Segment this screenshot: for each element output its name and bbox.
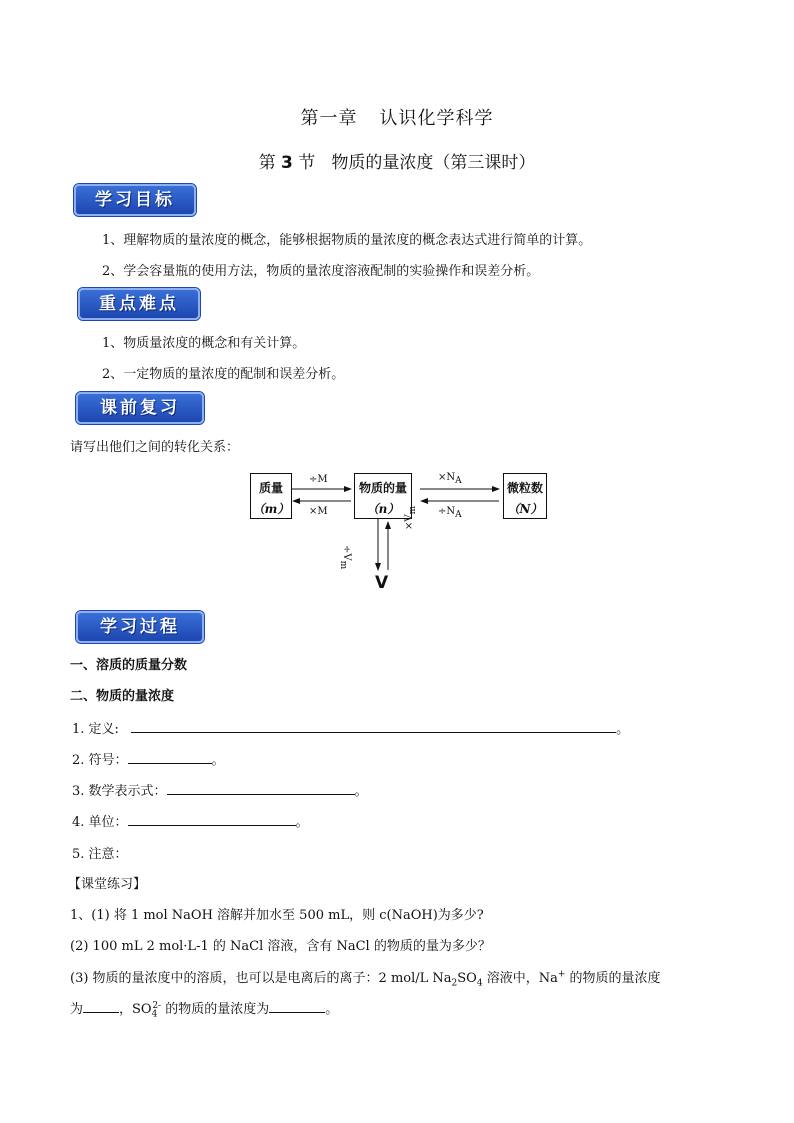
q3-text-b: 溶液中，Na [482, 971, 558, 986]
section-number: 3 [280, 153, 293, 173]
q3-text-g: 。 [325, 1002, 339, 1017]
op-multiply-m: ×M [309, 506, 328, 517]
unit-label: 4. 单位： [72, 815, 128, 830]
amount-symbol: （n） [366, 502, 400, 516]
question-3-line-2 [70, 998, 338, 1020]
na-concentration-blank[interactable] [83, 999, 119, 1013]
section-name: 物质的量浓度（第三课时） [331, 153, 536, 173]
symbol-label: 2. 符号： [72, 753, 128, 768]
q3-2minus: 2- [152, 1000, 162, 1011]
q3-text-d: 为 [70, 1002, 84, 1017]
chapter-name: 认识化学科学 [379, 108, 494, 129]
symbol-period: 。 [211, 753, 225, 768]
particle-label: 微粒数 [506, 481, 543, 495]
unit-period: 。 [295, 815, 309, 830]
op-multiply-na [438, 472, 462, 486]
volume-label: V [375, 573, 389, 593]
op-multiply-vm [404, 506, 418, 530]
key-points-badge: 重点难点 [78, 288, 200, 320]
symbol-row [72, 749, 225, 768]
question-2: (2) 100 mL 2 mol·L-1 的 NaCl 溶液，含有 NaCl 的物质的量为多少？ [70, 939, 491, 954]
symbol-blank[interactable] [128, 750, 212, 764]
definition-label: 1. 定义: [72, 722, 119, 737]
op-divide-vm-sub: m [338, 560, 348, 570]
note-label: 5. 注意： [72, 847, 128, 862]
key-point-1: 1、物质量浓度的概念和有关计算。 [102, 336, 306, 351]
expression-blank[interactable] [167, 781, 355, 795]
amount-label: 物质的量 [358, 481, 407, 495]
chapter-number: 第一章 [300, 108, 358, 129]
op-multiply-na-sub: A [455, 476, 462, 486]
definition-period: 。 [616, 722, 630, 737]
goal-item-1: 1、理解物质的量浓度的概念，能够根据物质的量浓度的概念表达式进行简单的计算。 [102, 233, 592, 248]
expression-label: 3. 数学表示式： [72, 784, 167, 799]
q3-sub-2: 2 [451, 978, 458, 989]
q3-text-c: 的物质的量浓度 [565, 971, 661, 986]
review-badge: 课前复习 [76, 392, 204, 424]
op-multiply-vm-text: ×V [404, 514, 415, 530]
unit-row [72, 811, 309, 830]
so4-concentration-blank[interactable] [269, 999, 325, 1013]
section-suffix: 节 [298, 153, 316, 173]
practice-title: 【课堂练习】 [68, 877, 147, 892]
op-divide-vm [338, 545, 352, 569]
question-1: 1、(1) 将 1 mol NaOH 溶解并加水至 500 mL，则 c(NaOH)为多少? [70, 908, 484, 923]
unit-blank[interactable] [128, 812, 296, 826]
mass-symbol: （m） [252, 502, 290, 516]
question-3-line-1 [70, 967, 661, 989]
heading-molar-concentration: 二、物质的量浓度 [70, 689, 175, 704]
q3-text-a: (3) 物质的量浓度中的溶质，也可以是电离后的离子：2 mol/L Na [70, 971, 452, 986]
heading-mass-fraction: 一、溶质的质量分数 [70, 658, 188, 673]
process-badge: 学习过程 [76, 611, 204, 643]
op-multiply-na-text: ×N [438, 472, 456, 483]
expression-row [72, 780, 368, 799]
definition-blank[interactable] [131, 719, 616, 733]
goals-badge: 学习目标 [74, 184, 196, 216]
q3-text-f: 的物质的量浓度为 [161, 1002, 270, 1017]
op-divide-vm-text: ÷V [341, 545, 352, 561]
op-divide-m: ÷M [309, 474, 328, 485]
particle-symbol: （N） [507, 502, 543, 516]
mass-label: 质量 [258, 481, 283, 495]
review-prompt: 请写出他们之间的转化关系： [70, 440, 240, 455]
section-prefix: 第 [258, 153, 276, 173]
op-divide-na-sub: A [455, 510, 462, 520]
op-divide-na-text: ÷N [438, 506, 456, 517]
definition-row [72, 718, 629, 737]
op-multiply-vm-sub: m [408, 505, 418, 515]
expression-period: 。 [354, 784, 368, 799]
q3-sub-4b: 4 [151, 1009, 158, 1020]
q3-sub-4: 4 [476, 978, 483, 989]
goal-item-2: 2、学会容量瓶的使用方法，物质的量浓度溶液配制的实验操作和误差分析。 [102, 264, 540, 279]
q3-so: SO [457, 971, 477, 986]
op-divide-na [438, 506, 462, 520]
q3-plus: + [557, 969, 566, 980]
q3-text-e: ，SO [119, 1002, 152, 1017]
key-point-2: 2、一定物质的量浓度的配制和误差分析。 [102, 367, 345, 382]
